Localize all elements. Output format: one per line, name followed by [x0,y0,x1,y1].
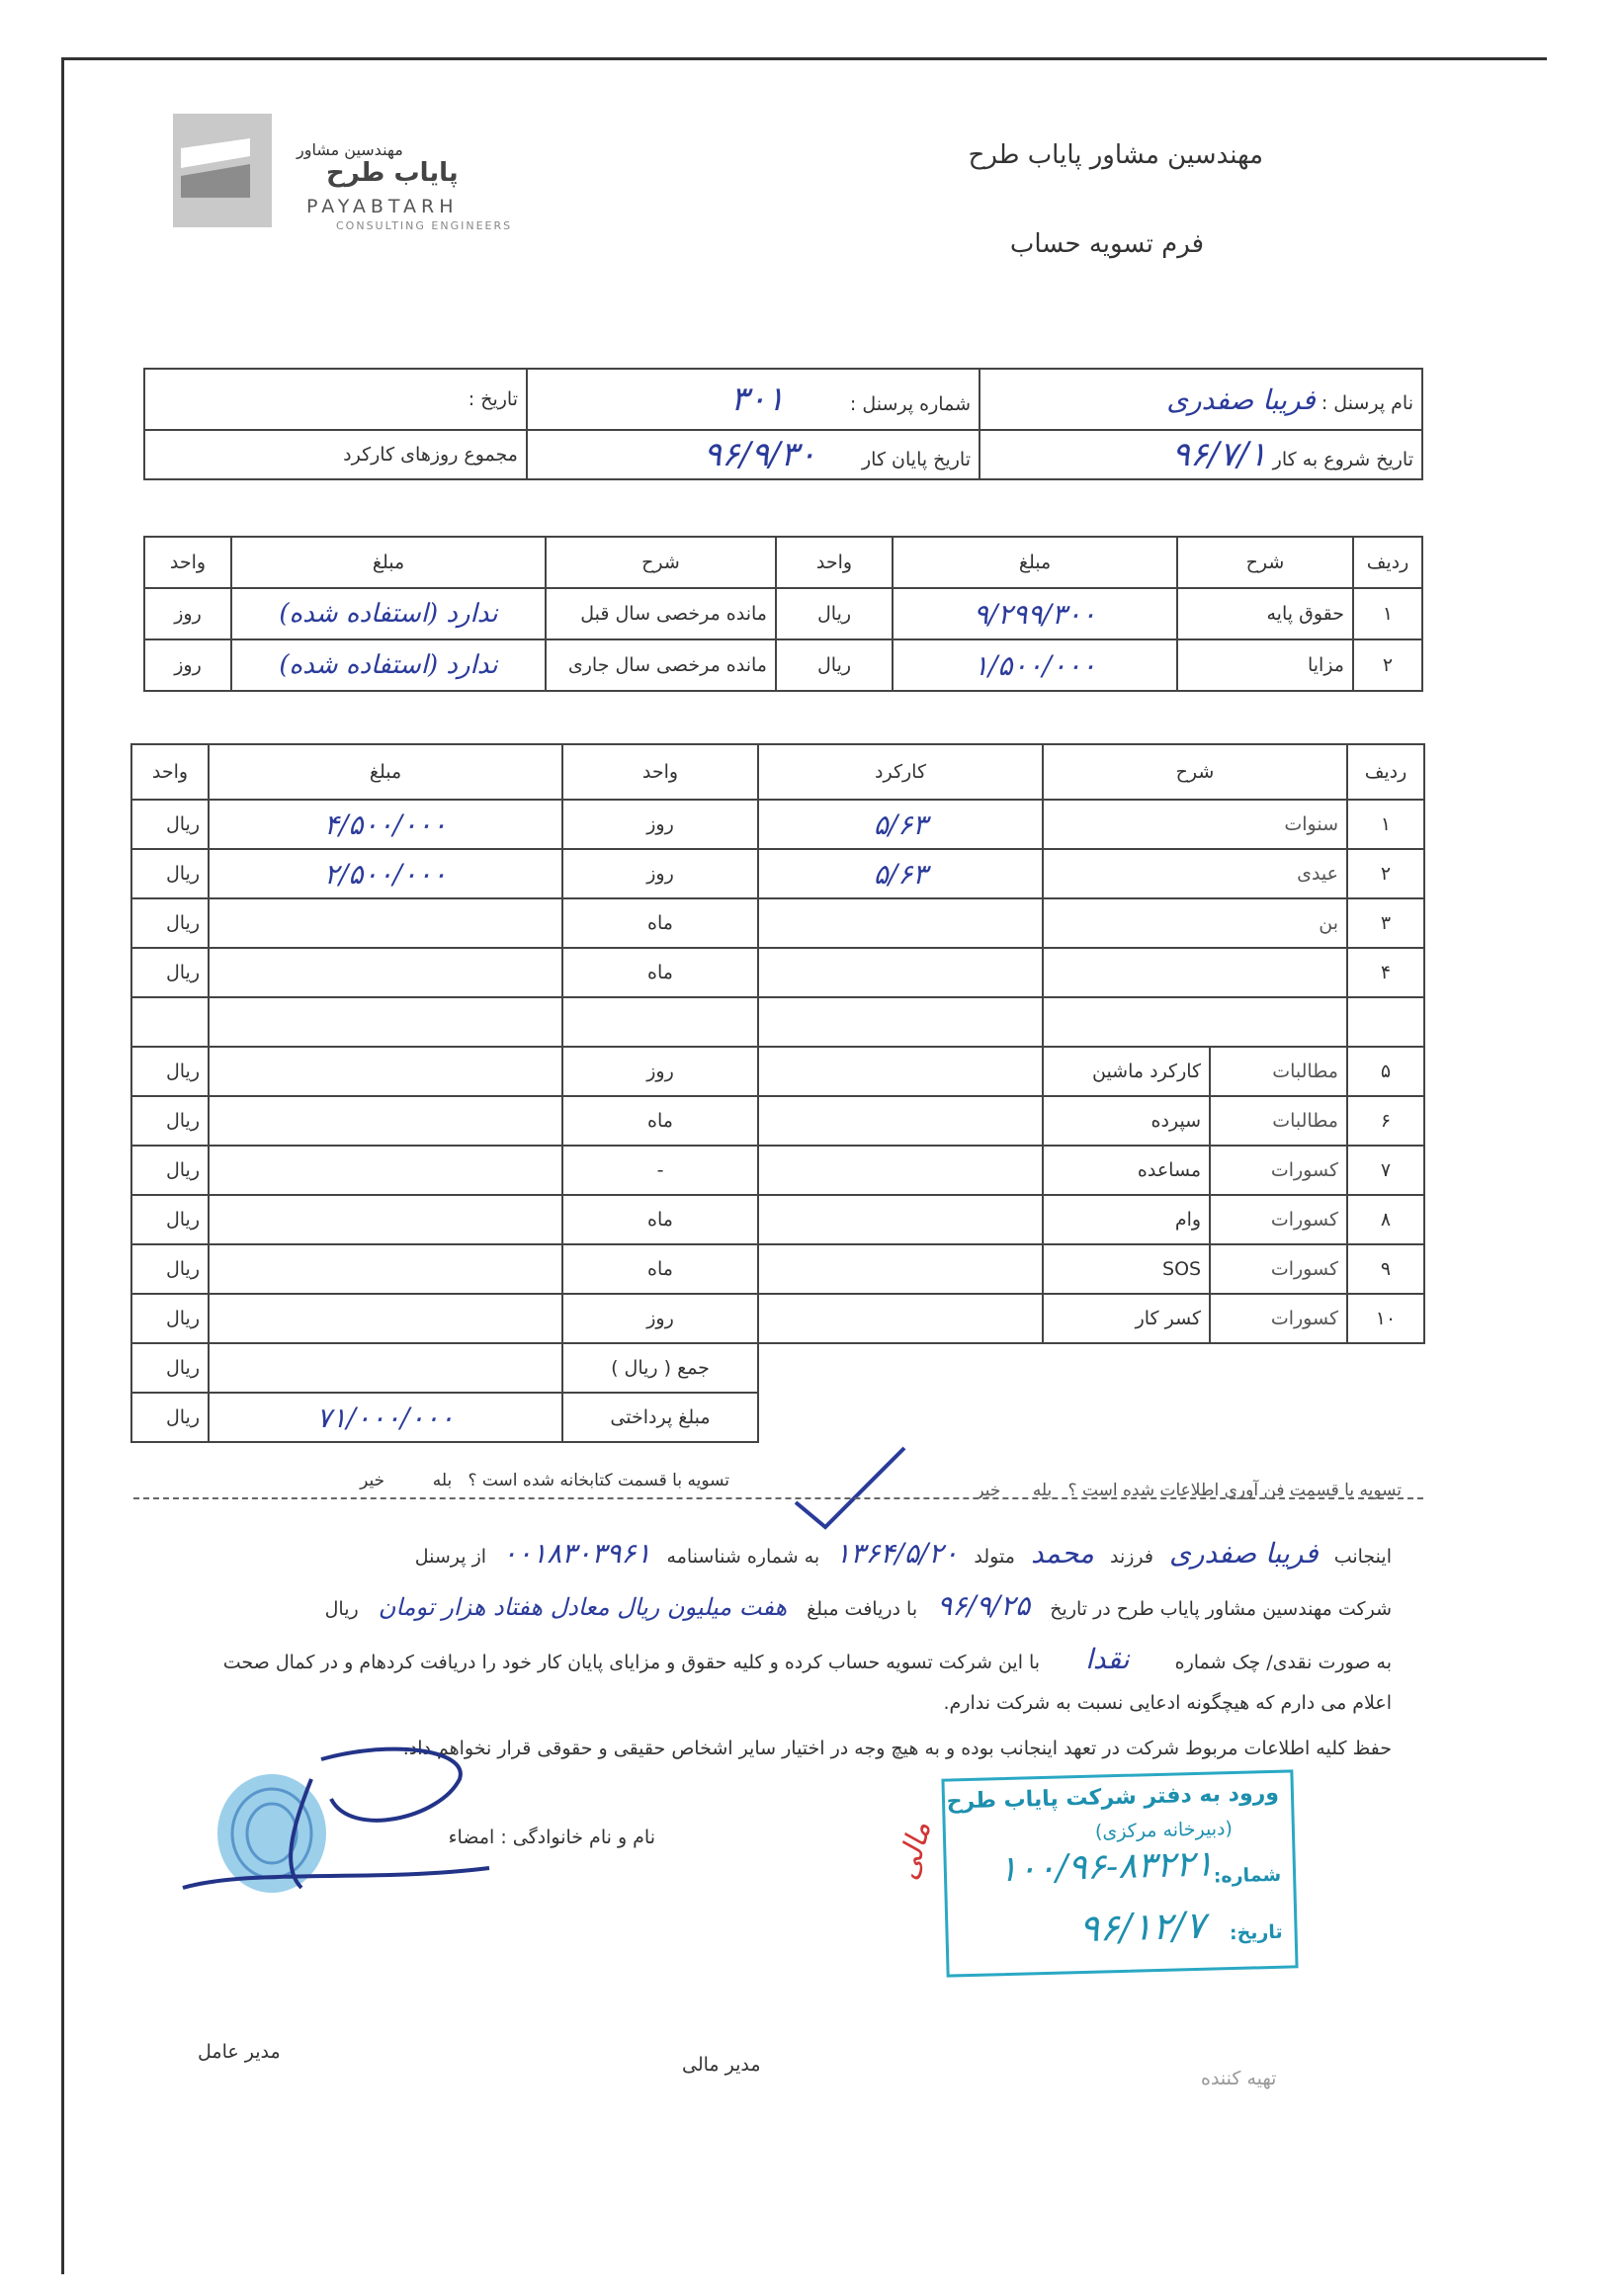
cell-d2: کارکرد ماشین [1043,1047,1210,1096]
cell-amount: ۴/۵۰۰/۰۰۰ [209,800,562,849]
col-header: شرح [1043,744,1347,800]
declaration-line-1: اینجانب فریبا صفدری فرزند محمد متولد ۱۳۶۴/۵/۲۰ به شماره شناسنامه ۰۰۱۸۳۰۳۹۶۱ از پرسنل [414,1537,1392,1570]
declaration-line-2: شرکت مهندسین مشاور پایاب طرح در تاریخ ۹۶/۹/۲۵ با دریافت مبلغ هفت میلیون ریال معادل هفتاد هزار تومان ریال [324,1589,1392,1622]
col-header: کارکرد [758,744,1043,800]
name-cell: نام پرسنل : فریبا صفدری [980,369,1422,430]
cell-unit: ماه [562,948,758,997]
table-row [131,849,1424,898]
start-date-value: ۹۶/۷/۱ [1171,435,1267,474]
end-date-value: ۹۶/۹/۳۰ [703,435,816,474]
cell-idx: ۱۰ [1347,1294,1424,1343]
cell-work: ۵/۶۳ [758,800,1043,849]
table-row: ۱ حقوق پایه ۹/۲۹۹/۳۰۰ ریال مانده مرخصی سال قبل ندارد (استفاده شده) روز [144,588,1422,639]
cell-d2: مساعده [1043,1146,1210,1195]
decl-birth: ۱۳۶۴/۵/۲۰ [835,1537,959,1570]
table-row [131,1244,1424,1294]
cell-amount [209,1244,562,1294]
finance-manager-label: مدیر مالی [682,2054,761,2076]
cell-d1: کسورات [1210,1146,1347,1195]
cell-idx: ۶ [1347,1096,1424,1146]
cell-amount [209,898,562,948]
decl-cheque: نقدا [1085,1643,1130,1675]
cell-unit: ماه [562,898,758,948]
cell-cur: ریال [131,898,209,948]
logo-en: PAYABTARH [306,196,459,217]
cell-d2: کسر کار [1043,1294,1210,1343]
table-row [131,800,1424,849]
cell-cur [131,997,209,1047]
cell-work [758,1244,1043,1294]
cell-work [758,1047,1043,1096]
cell-d1: کسورات [1210,1294,1347,1343]
base-salary-amount: ۹/۲۹۹/۳۰۰ [893,588,1177,639]
declaration-line-3: به صورت نقدی/ چک شماره نقدا با این شرکت تسویه حساب کرده و کلیه حقوق و مزایای پایان کار خود را دریافت کردهام و در کمال صحت [222,1643,1392,1675]
cell-work [758,1096,1043,1146]
col-header: واحد [776,537,893,588]
cell-d1 [1043,948,1347,997]
margin-note: مالی [890,1818,939,1884]
col-header: مبلغ [209,744,562,800]
cell-idx: ۲ [1347,849,1424,898]
signature-label: نام و نام خانوادگی : امضاء [448,1827,655,1848]
cell-cur: ریال [131,849,209,898]
cell-unit: ماه [562,1096,758,1146]
cell-cur: ریال [131,1294,209,1343]
sum-row: جمع ( ریال ) ریال [131,1343,1424,1393]
table-row [131,997,1424,1047]
total-days-cell: مجموع روزهای کارکرد [144,430,527,479]
cell-unit [562,997,758,1047]
divider [133,1497,1423,1499]
cell-work [758,1195,1043,1244]
cell-d1: مطالبات [1210,1096,1347,1146]
col-header: واحد [144,537,231,588]
cell-idx: ۹ [1347,1244,1424,1294]
signature-icon [173,1720,499,1908]
cell-work: ۵/۶۳ [758,849,1043,898]
cell-idx [1347,997,1424,1047]
cell-amount [209,1195,562,1244]
cell-work [758,948,1043,997]
col-header: مبلغ [231,537,546,588]
ceo-label: مدیر عامل [198,2041,281,2063]
table-row: ۲ مزایا ۱/۵۰۰/۰۰۰ ریال مانده مرخصی سال جاری ندارد (استفاده شده) روز [144,639,1422,691]
company-name: مهندسین مشاور پایاب طرح [968,140,1263,170]
cell-idx: ۳ [1347,898,1424,948]
stamp-date: ۹۶/۱۲/۷ [1078,1903,1206,1951]
cell-d2: وام [1043,1195,1210,1244]
cell-unit: روز [562,849,758,898]
cell-unit: - [562,1146,758,1195]
cell-d1: کسورات [1210,1195,1347,1244]
table-row [131,898,1424,948]
col-header: مبلغ [893,537,1177,588]
table-row [131,1294,1424,1343]
payment-amount: ۷۱/۰۰۰/۰۰۰ [209,1393,562,1442]
cell-d1 [1043,997,1347,1047]
col-header: واحد [562,744,758,800]
prev-leave-balance: ندارد (استفاده شده) [231,588,546,639]
personnel-info-table [143,368,1423,480]
cell-work [758,997,1043,1047]
cell-d1: سنوات [1043,800,1347,849]
personnel-no-cell: شماره پرسنل : ۳۰۱ [527,369,980,430]
cell-d2: SOS [1043,1244,1210,1294]
form-title: فرم تسویه حساب [1009,229,1204,259]
cell-cur: ریال [131,1195,209,1244]
name-value: فریبا صفدری [1166,383,1316,416]
end-date-cell: تاریخ پایان کار ۹۶/۹/۳۰ [527,430,980,479]
cell-work [758,898,1043,948]
cell-cur: ریال [131,1244,209,1294]
declaration-line-5: حفظ کلیه اطلاعات مربوط شرکت در تعهد اینجانب بوده و به هیچ وجه در اختیار سایر اشخاص حقیقی و حقوقی قرار نخواهم داد. [402,1738,1392,1759]
payment-label: مبلغ پرداختی [562,1393,758,1442]
decl-date: ۹۶/۹/۲۵ [937,1589,1031,1622]
cell-d1: بن [1043,898,1347,948]
col-header: شرح [546,537,776,588]
table-row [131,1146,1424,1195]
cell-unit: روز [562,1294,758,1343]
cell-amount [209,1146,562,1195]
checkmark-icon [791,1443,909,1532]
cell-amount [209,1096,562,1146]
sum-label: جمع ( ریال ) [562,1343,758,1393]
cell-amount: ۲/۵۰۰/۰۰۰ [209,849,562,898]
cell-unit: روز [562,1047,758,1096]
cell-amount [209,1047,562,1096]
col-header: ردیف [1353,537,1422,588]
cell-cur: ریال [131,1146,209,1195]
salary-table [143,536,1423,692]
decl-name: فریبا صفدری [1169,1537,1319,1570]
settlement-table [130,743,1425,1443]
cell-idx: ۷ [1347,1146,1424,1195]
start-date-cell: تاریخ شروع به کار ۹۶/۷/۱ [980,430,1422,479]
cell-cur: ریال [131,1096,209,1146]
cell-idx: ۵ [1347,1047,1424,1096]
logo-fa: پایاب طرح [326,158,459,188]
table-row [131,1195,1424,1244]
benefits-amount: ۱/۵۰۰/۰۰۰ [893,639,1177,691]
col-header: ردیف [1347,744,1424,800]
cell-unit: ماه [562,1244,758,1294]
cell-unit: ماه [562,1195,758,1244]
decl-father: محمد [1030,1537,1094,1570]
it-check-question: تسویه با قسمت فن آوری اطلاعات شده است ؟ بله خیر [976,1481,1402,1500]
cell-d1: کسورات [1210,1244,1347,1294]
cell-unit: روز [562,800,758,849]
col-header: شرح [1177,537,1353,588]
cell-amount [209,997,562,1047]
logo-fa-small: مهندسین مشاور [297,140,403,159]
cell-d1: عیدی [1043,849,1347,898]
cell-work [758,1146,1043,1195]
table-row [131,1096,1424,1146]
cell-cur: ریال [131,1047,209,1096]
logo-en-sub: CONSULTING ENGINEERS [336,219,513,232]
library-check-question: تسویه با قسمت کتابخانه شده است ؟ بله خیر [360,1471,729,1490]
personnel-no-value: ۳۰۱ [730,380,785,419]
cell-idx: ۴ [1347,948,1424,997]
cell-idx: ۸ [1347,1195,1424,1244]
cell-amount [209,1294,562,1343]
date-cell: تاریخ : [144,369,527,430]
preparer-label: تهیه کننده [1201,2068,1277,2089]
cell-amount [209,948,562,997]
cell-cur: ریال [131,800,209,849]
col-header: واحد [131,744,209,800]
company-logo-icon [181,138,250,198]
payment-row: مبلغ پرداختی ۷۱/۰۰۰/۰۰۰ ریال [131,1393,1424,1442]
cell-d1: مطالبات [1210,1047,1347,1096]
decl-amount: هفت میلیون ریال معادل هفتاد هزار تومان [378,1593,788,1621]
cell-d2: سپرده [1043,1096,1210,1146]
cell-idx: ۱ [1347,800,1424,849]
received-stamp: ورود به دفتر شرکت پایاب طرح (دبیرخانه مرکزی) شماره: ۱۰۰/۹۶-۸۳۲۲۱ تاریخ: ۹۶/۱۲/۷ [941,1769,1298,1977]
declaration-line-4: اعلام می دارم که هیچگونه ادعایی نسبت به شرکت ندارم. [943,1692,1392,1714]
table-row [131,1047,1424,1096]
cell-cur: ریال [131,948,209,997]
current-leave-balance: ندارد (استفاده شده) [231,639,546,691]
decl-id: ۰۰۱۸۳۰۳۹۶۱ [502,1537,651,1570]
table-row [131,948,1424,997]
stamp-number: ۱۰۰/۹۶-۸۳۲۲۱ [997,1843,1215,1891]
cell-work [758,1294,1043,1343]
